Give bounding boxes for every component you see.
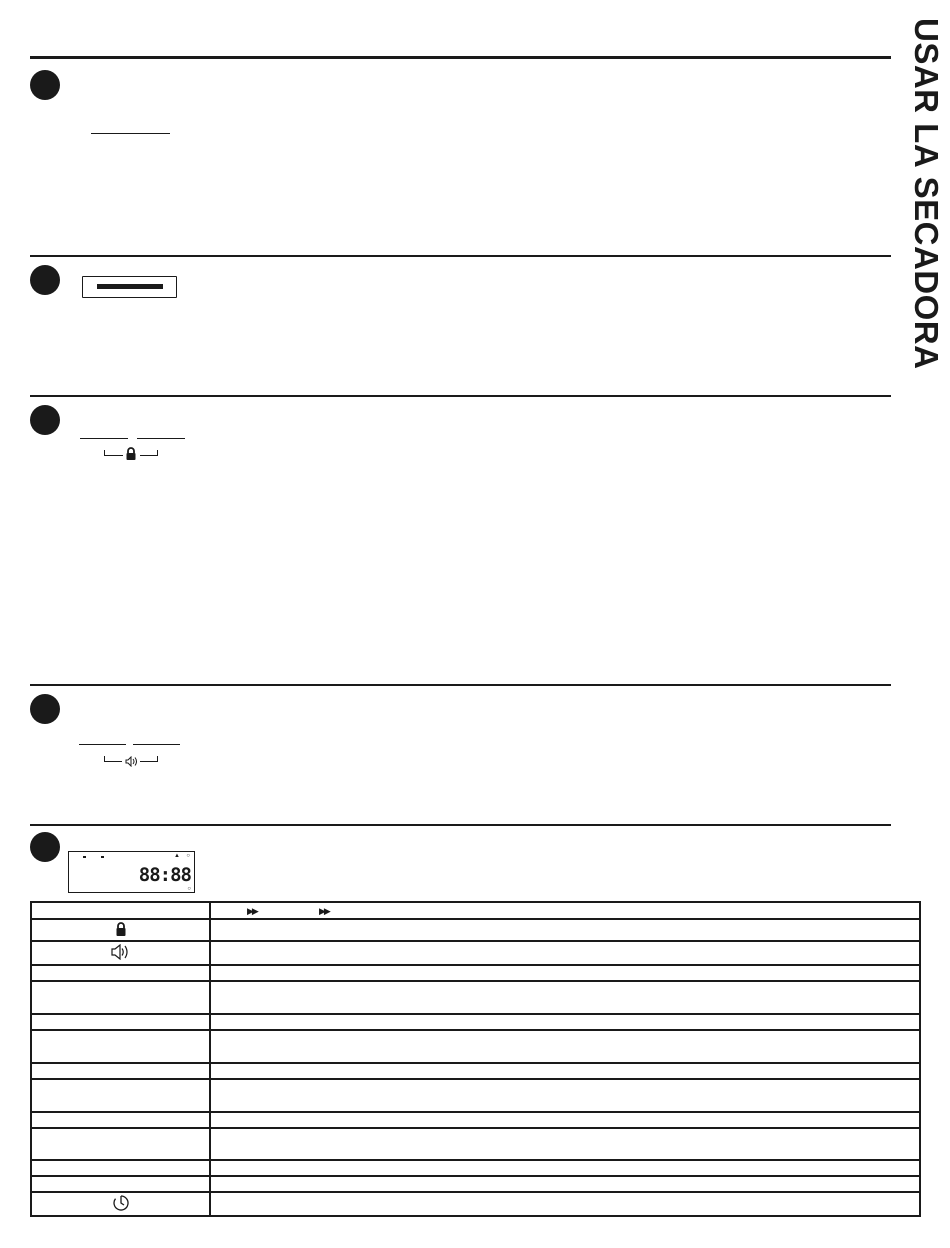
table-row — [31, 1112, 920, 1128]
start-button-graphic — [82, 276, 177, 298]
speaker-icon — [111, 944, 131, 963]
lock-bracket — [104, 450, 158, 462]
table-row — [31, 981, 920, 1014]
underline-left — [79, 744, 126, 745]
table-row — [31, 941, 920, 965]
table-row — [31, 1079, 920, 1112]
step-badge — [30, 265, 60, 295]
table-row — [31, 1192, 920, 1216]
lcd-sound-icon: ○ — [186, 853, 190, 859]
lcd-lock-icon: ▲ — [174, 853, 180, 859]
lcd-indicator — [101, 856, 104, 858]
underline-left — [80, 438, 128, 439]
side-title: USAR LA SECADORA — [908, 18, 945, 370]
section-divider — [30, 395, 891, 397]
step-badge — [30, 405, 60, 435]
section-divider — [30, 56, 891, 59]
section-divider — [30, 824, 891, 826]
section-divider — [30, 255, 891, 257]
fast-forward-icon: ▶▶ — [318, 905, 329, 916]
table-row — [31, 919, 920, 941]
start-button-bar — [97, 284, 163, 289]
lcd-timer-icon: ○ — [187, 886, 191, 892]
table-row — [31, 1063, 920, 1079]
underline — [91, 133, 170, 134]
lcd-indicator — [83, 856, 86, 858]
underline-right — [133, 744, 180, 745]
speaker-icon — [125, 754, 139, 772]
section-divider — [30, 684, 891, 686]
lock-icon — [115, 922, 127, 939]
table-row — [31, 1014, 920, 1030]
display-panel-graphic — [68, 851, 195, 893]
table-row — [31, 1030, 920, 1063]
fast-forward-icon: ▶▶ — [247, 905, 257, 916]
sound-bracket — [104, 756, 158, 768]
lcd-digits: 88:88 — [138, 864, 191, 886]
lock-icon — [125, 447, 137, 465]
step-badge — [30, 694, 60, 724]
table-row — [31, 1160, 920, 1176]
table-row — [31, 902, 920, 919]
indicator-table — [30, 901, 921, 1217]
timer-icon — [112, 1194, 130, 1215]
table-row — [31, 1176, 920, 1192]
table-row — [31, 965, 920, 981]
underline-right — [137, 438, 185, 439]
step-badge — [30, 832, 60, 862]
step-badge — [30, 70, 60, 100]
table-row — [31, 1128, 920, 1160]
